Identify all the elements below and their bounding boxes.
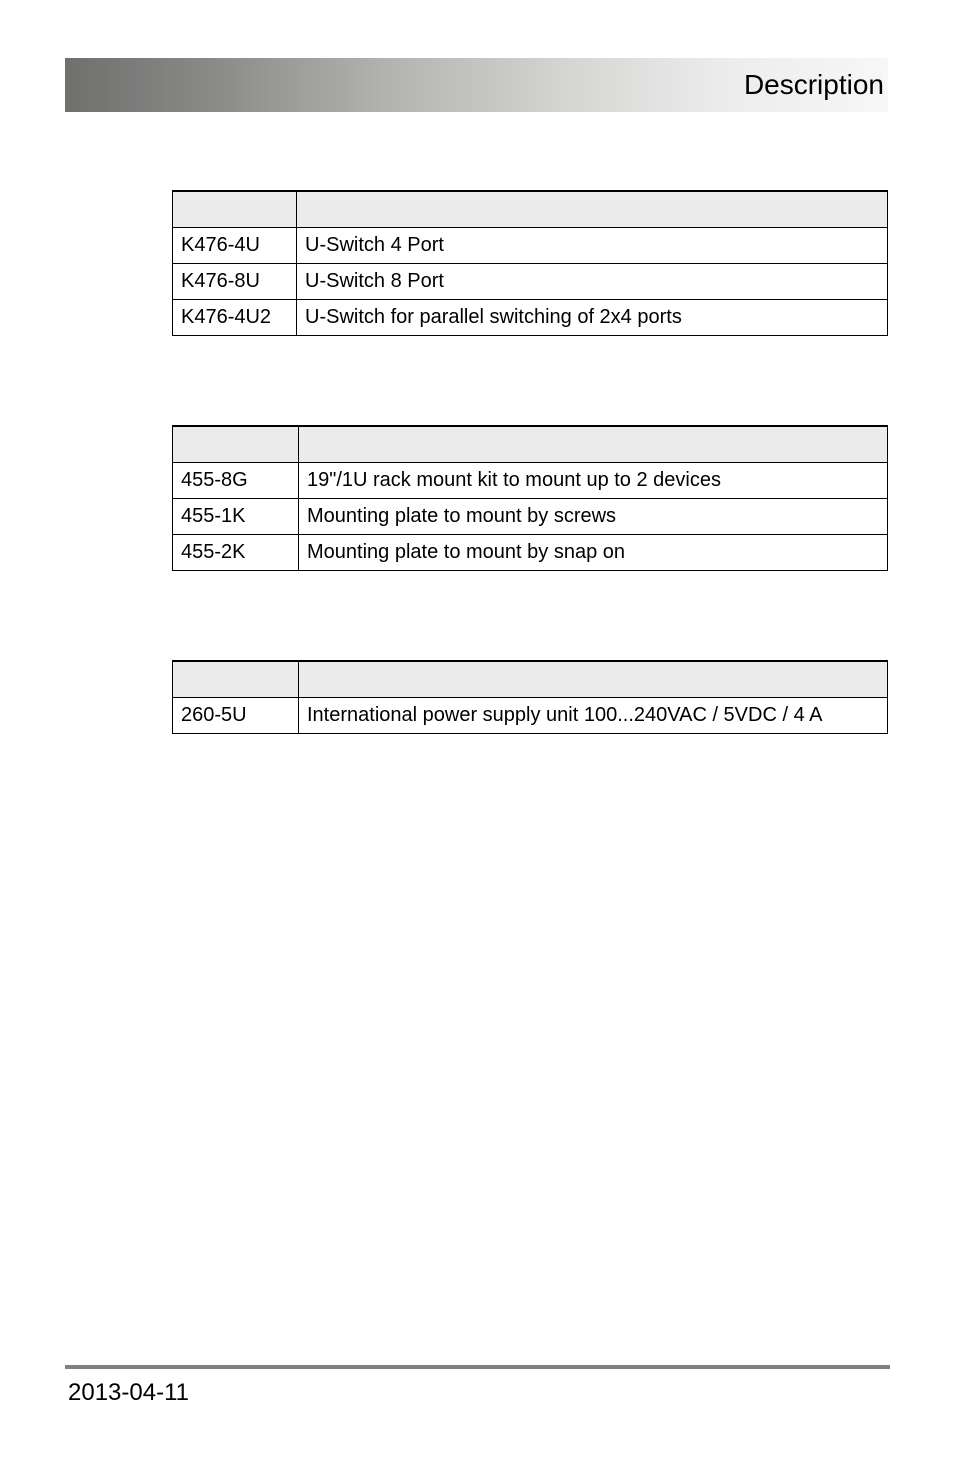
table-row <box>173 698 888 734</box>
part-number-cell: K476-4U2 <box>173 300 297 336</box>
header-bar <box>65 58 888 112</box>
table-row <box>173 264 888 300</box>
column-header-description <box>299 426 888 463</box>
part-number-cell: 455-1K <box>173 499 299 535</box>
accessory-table-mounting <box>172 425 888 571</box>
table-header-row <box>173 661 888 698</box>
description-cell: Mounting plate to mount by snap on <box>299 535 888 571</box>
part-number-cell: 455-8G <box>173 463 299 499</box>
column-header-part-number <box>173 426 299 463</box>
part-number-cell: 455-2K <box>173 535 299 571</box>
table-row <box>173 300 888 336</box>
table-row <box>173 463 888 499</box>
footer-divider <box>65 1365 890 1369</box>
page-title: Description <box>743 69 884 100</box>
column-header-description <box>299 661 888 698</box>
footer-date: 2013-04-11 <box>68 1379 189 1406</box>
accessory-table-switches <box>172 190 888 336</box>
table-row <box>173 228 888 264</box>
description-cell: International power supply unit 100...240VAC / 5VDC / 4 A <box>299 698 888 734</box>
part-number-cell: K476-8U <box>173 264 297 300</box>
part-number-cell: 260-5U <box>173 698 299 734</box>
column-header-description <box>297 191 888 228</box>
description-cell: Mounting plate to mount by screws <box>299 499 888 535</box>
part-number-cell: K476-4U <box>173 228 297 264</box>
table-header-row <box>173 426 888 463</box>
column-header-part-number <box>173 661 299 698</box>
description-cell: U-Switch 4 Port <box>297 228 888 264</box>
column-header-part-number <box>173 191 297 228</box>
table-row <box>173 499 888 535</box>
table-row <box>173 535 888 571</box>
description-cell: 19"/1U rack mount kit to mount up to 2 devices <box>299 463 888 499</box>
table-header-row <box>173 191 888 228</box>
accessory-table-power-supply <box>172 660 888 734</box>
description-cell: U-Switch 8 Port <box>297 264 888 300</box>
description-cell: U-Switch for parallel switching of 2x4 ports <box>297 300 888 336</box>
